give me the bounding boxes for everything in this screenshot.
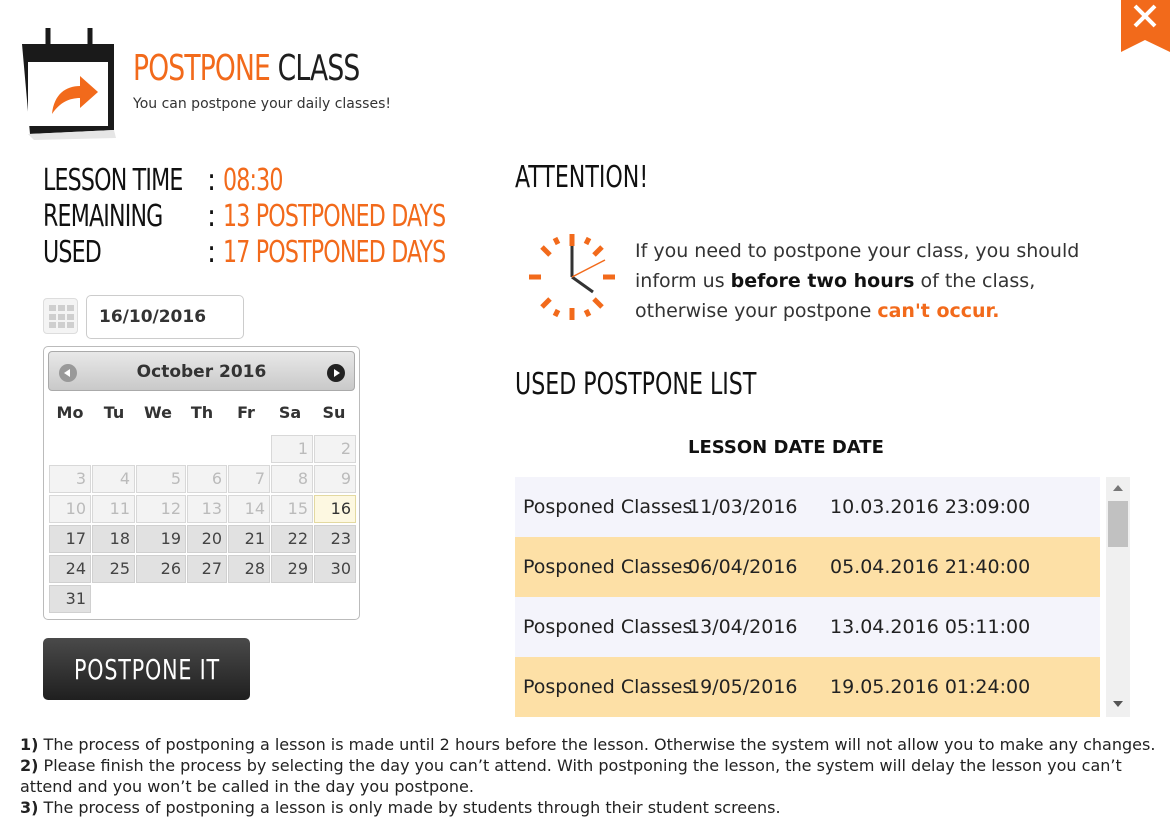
calendar-day[interactable]: 20	[187, 525, 227, 553]
list-cell-type: Posponed Classes	[523, 676, 693, 698]
note-text: Please finish the process by selecting the day you can’t attend. With postponing the lesson, the system will delay the lesson you can’t attend and you won’t be called in the day you postpone.	[20, 756, 1122, 796]
calendar-day[interactable]: 29	[271, 555, 313, 583]
list-cell-date: 10.03.2016 23:09:00	[830, 496, 1031, 518]
attention-text-part1: If you need to postpone your class, you should inform us	[635, 240, 1080, 292]
close-icon	[1121, 0, 1170, 52]
calendar-day[interactable]: 30	[314, 555, 356, 583]
note-item	[20, 797, 1160, 818]
info-value: 17 POSTPONED DAYS	[223, 234, 446, 270]
calendar-day[interactable]: 17	[49, 525, 91, 553]
info-value: 13 POSTPONED DAYS	[223, 198, 446, 234]
calendar-day-selected[interactable]: 16	[314, 495, 356, 523]
list-row	[515, 537, 1100, 597]
calendar-day-disabled: 3	[49, 465, 91, 493]
title-rest: CLASS	[277, 48, 360, 89]
calendar-month-label: October 2016	[136, 362, 267, 382]
note-item	[20, 755, 1160, 797]
calendar-toggle-button[interactable]	[43, 298, 78, 334]
calendar-day[interactable]: 23	[314, 525, 356, 553]
calendar-day-disabled: 8	[271, 465, 313, 493]
list-scrollbar[interactable]	[1106, 477, 1130, 717]
page-title	[133, 48, 359, 90]
calendar-header	[48, 351, 355, 391]
info-row-remaining	[43, 198, 494, 234]
attention-text	[635, 236, 1115, 326]
info-label: USED	[43, 234, 102, 270]
calendar-day-disabled: 12	[136, 495, 186, 523]
list-cell-lesson-date: 06/04/2016	[688, 556, 798, 578]
info-colon: :	[207, 162, 216, 198]
info-label: LESSON TIME	[43, 162, 183, 198]
weekday-label: Th	[190, 403, 214, 422]
notes	[20, 734, 1160, 818]
calendar-day[interactable]: 28	[228, 555, 270, 583]
postpone-list-title: USED POSTPONE LIST	[515, 367, 757, 402]
calendar-day-disabled: 2	[314, 435, 356, 463]
postpone-button-label: POSTPONE IT	[73, 652, 220, 686]
list-cell-date: 05.04.2016 21:40:00	[830, 556, 1031, 578]
calendar-day[interactable]: 21	[228, 525, 270, 553]
weekday-label: Sa	[278, 403, 302, 422]
list-cell-type: Posponed Classes	[523, 616, 693, 638]
note-number: 2)	[20, 756, 39, 775]
info-value: 08:30	[223, 162, 283, 198]
calendar-day-disabled: 5	[136, 465, 186, 493]
note-number: 1)	[20, 735, 39, 754]
weekday-label: We	[144, 403, 172, 422]
weekday-label: Mo	[56, 403, 84, 422]
list-cell-lesson-date: 11/03/2016	[688, 496, 798, 518]
calendar-day-disabled: 7	[228, 465, 270, 493]
calendar-day-disabled: 9	[314, 465, 356, 493]
chevron-right-icon[interactable]	[327, 364, 345, 382]
calendar-day[interactable]: 24	[49, 555, 91, 583]
calendar-day-disabled: 6	[187, 465, 227, 493]
close-button[interactable]	[1121, 0, 1170, 52]
calendar-day[interactable]: 19	[136, 525, 186, 553]
list-row	[515, 477, 1100, 537]
calendar-day-disabled: 15	[271, 495, 313, 523]
calendar-grid-icon	[49, 305, 74, 329]
calendar-weekdays	[48, 403, 356, 422]
info-row-lesson-time	[43, 162, 494, 198]
weekday-label: Su	[322, 403, 346, 422]
calendar-day-disabled: 14	[228, 495, 270, 523]
postpone-list	[515, 477, 1100, 717]
list-cell-lesson-date: 13/04/2016	[688, 616, 798, 638]
info-colon: :	[207, 198, 216, 234]
calendar-day[interactable]: 25	[92, 555, 135, 583]
scroll-thumb[interactable]	[1108, 501, 1128, 547]
calendar-day[interactable]: 27	[187, 555, 227, 583]
note-text: The process of postponing a lesson is only made by students through their student screens.	[43, 798, 781, 817]
postpone-button[interactable]	[43, 638, 250, 700]
attention-text-part2: of the class, otherwise your postpone	[635, 270, 1036, 322]
note-item	[20, 734, 1160, 755]
calendar-day-disabled: 1	[271, 435, 313, 463]
calendar-arrow-icon	[18, 22, 118, 140]
calendar-day-disabled: 10	[49, 495, 91, 523]
page-subtitle: You can postpone your daily classes!	[133, 96, 391, 112]
list-cell-lesson-date: 19/05/2016	[688, 676, 798, 698]
calendar-days	[49, 435, 356, 613]
postpone-list-header: LESSON DATE DATE	[688, 437, 884, 458]
title-highlight: POSTPONE	[133, 48, 270, 89]
note-text: The process of postponing a lesson is made until 2 hours before the lesson. Otherwise the system will not allow you to make any changes.	[43, 735, 1156, 754]
weekday-label: Tu	[103, 403, 125, 422]
lesson-info	[43, 162, 494, 270]
scroll-up-icon[interactable]	[1113, 485, 1123, 491]
calendar-day-disabled: 4	[92, 465, 135, 493]
attention-text-warning: can't occur.	[877, 300, 1000, 322]
info-colon: :	[207, 234, 216, 270]
note-number: 3)	[20, 798, 39, 817]
calendar	[43, 346, 360, 620]
list-cell-type: Posponed Classes	[523, 496, 693, 518]
weekday-label: Fr	[237, 403, 255, 422]
clock-icon	[527, 232, 617, 322]
date-input[interactable]	[86, 295, 244, 339]
calendar-day[interactable]: 22	[271, 525, 313, 553]
calendar-day[interactable]: 18	[92, 525, 135, 553]
list-cell-date: 13.04.2016 05:11:00	[830, 616, 1031, 638]
info-label: REMAINING	[43, 198, 163, 234]
calendar-day[interactable]: 26	[136, 555, 186, 583]
list-cell-date: 19.05.2016 01:24:00	[830, 676, 1031, 698]
list-cell-type: Posponed Classes	[523, 556, 693, 578]
attention-text-bold: before two hours	[730, 270, 915, 292]
calendar-day[interactable]: 31	[49, 585, 91, 613]
list-row	[515, 657, 1100, 717]
scroll-down-icon[interactable]	[1113, 701, 1123, 707]
info-row-used	[43, 234, 494, 270]
attention-title: ATTENTION!	[515, 160, 649, 195]
list-row	[515, 597, 1100, 657]
calendar-day-disabled: 11	[92, 495, 135, 523]
calendar-day-disabled: 13	[187, 495, 227, 523]
